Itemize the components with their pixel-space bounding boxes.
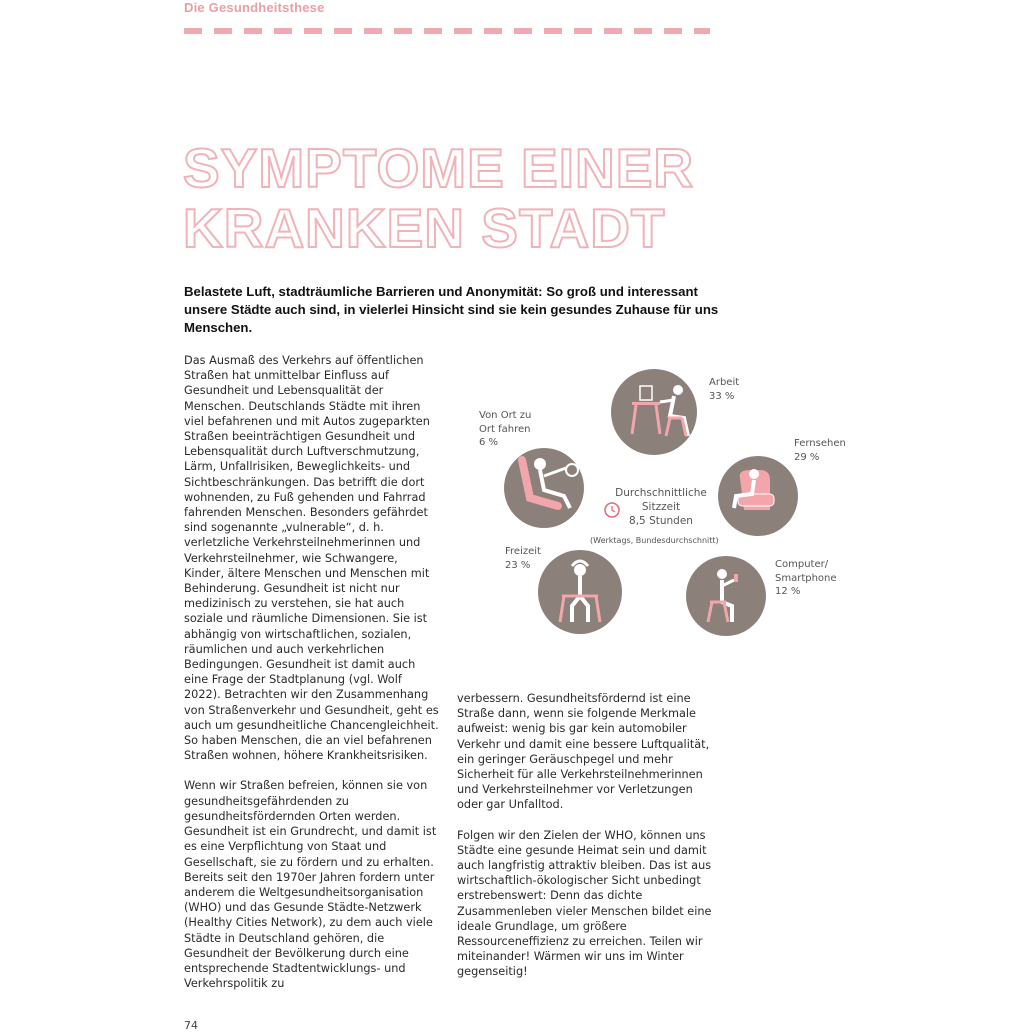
smartphone-illustration bbox=[686, 556, 766, 636]
label-computer: Computer/ Smartphone 12 % bbox=[775, 559, 837, 597]
infographic-note: (Werktags, Bundesdurchschnitt) bbox=[590, 536, 719, 545]
body-column-right bbox=[457, 691, 713, 995]
body-paragraph: verbessern. Gesundheitsfördernd ist eine Straße dann, wenn sie folgende Merkmale aufweist: wenig bis gar kein automobiler Verkehr und damit eine bessere Luftqualität, ein geringer Geräuschpegel und mehr Sicherheit für alle Verkehrsteilnehmerinnen und Verkehrsteilnehmer vor Verletzungen oder gar Unfalltod. bbox=[457, 692, 710, 812]
body-column-left bbox=[184, 353, 440, 1006]
page-title bbox=[183, 138, 743, 258]
lead-paragraph: Belastete Luft, stadträumliche Barrieren und Anonymität: So groß und interessant unsere Städte auch sind, in vielerlei Hinsicht sind sie kein gesundes Zuhause für uns Menschen. bbox=[184, 284, 719, 335]
title-line-1: SYMPTOME EINER bbox=[183, 137, 695, 199]
work-illustration bbox=[611, 369, 697, 455]
label-fernsehen: Fernsehen 29 % bbox=[794, 438, 846, 463]
label-arbeit: Arbeit 33 % bbox=[709, 377, 740, 402]
label-freizeit: Freizeit 23 % bbox=[505, 546, 541, 571]
body-paragraph: Wenn wir Straßen befreien, können sie von gesundheitsgefährdenden zu gesundheitsfördernden Orten werden. Gesundheit ist ein Grundrecht, und damit ist es eine Verpflichtung von Staat und Gesellschaft, sie zu fördern und zu erhalten. Bereits seit den 1970er Jahren fordern unter anderem die Weltgesundheitsorganisation (WHO) und das Gesunde Städte-Netzwerk (Healthy Cities Network), zu dem auch viele Städte in Deutschland gehören, die Gesundheit der Bevölkerung durch eine entsprechende Stadtentwicklungs- und Verkehrspolitik zu bbox=[184, 779, 437, 991]
section-label: Die Gesundheitsthese bbox=[184, 0, 325, 15]
label-fahren: Von Ort zu Ort fahren 6 % bbox=[479, 410, 532, 448]
tv-illustration bbox=[718, 456, 798, 536]
driving-illustration bbox=[504, 448, 584, 528]
body-paragraph: Folgen wir den Zielen der WHO, können uns Städte eine gesunde Heimat sein und damit auch langfristig attraktiv bleiben. Das ist aus wirtschaftlich-ökologischer Sicht unbedingt erstrebenswert: Denn das dichte Zusammenleben vieler Menschen bildet eine ideale Grundlage, um größere Ressourceneffizienz zu erreichen. Teilen wir miteinander! Wärmen wir uns im Winter gegenseitig! bbox=[457, 828, 712, 979]
average-sitting-time: Durchschnittliche Sitzzeit 8,5 Stunden bbox=[615, 487, 707, 527]
sitting-time-infographic bbox=[460, 360, 860, 650]
title-line-2: KRANKEN STADT bbox=[183, 197, 666, 259]
body-paragraph: Das Ausmaß des Verkehrs auf öffentlichen Straßen hat unmittelbar Einfluss auf Gesundheit und Lebensqualität der Menschen. Deutschlands Städte mit ihren viel befahrenen und mit Autos zugeparkten Straßen beeinträchtigen Gesundheit und Lebensqualität durch Luftverschmutzung, Lärm, Unfallrisiken, Beweglichkeits- und Sichtbeschränkungen. Das betrifft die dort wohnenden, zu Fuß gehenden und Fahrrad fahrenden Menschen. Besonders gefährdet sind sogenannte „vulnerable“, d. h. verletzliche Verkehrsteilnehmerinnen und Verkehrsteilnehmer, wie Schwangere, Kinder, ältere Menschen und Menschen mit Behinderung. Gesundheit ist nicht nur medizinisch zu verstehen, sie hat auch soziale und räumliche Dimensionen. Sie ist abhängig von wirtschaftlichen, sozialen, räumlichen und auch verkehrlichen Bedingungen. Gesundheit ist damit auch eine Frage der Stadtplanung (vgl. Wolf 2022). Betrachten wir den Zusammenhang von Straßenverkehr und Gesundheit, geht es auch um gesundheitliche Chancengleichheit. So haben Menschen, die an viel befahrenen Straßen wohnen, höhere Krankheitsrisiken. bbox=[184, 354, 439, 763]
page-number: 74 bbox=[184, 1019, 198, 1032]
dashed-divider bbox=[184, 28, 710, 34]
leisure-illustration bbox=[538, 550, 622, 634]
